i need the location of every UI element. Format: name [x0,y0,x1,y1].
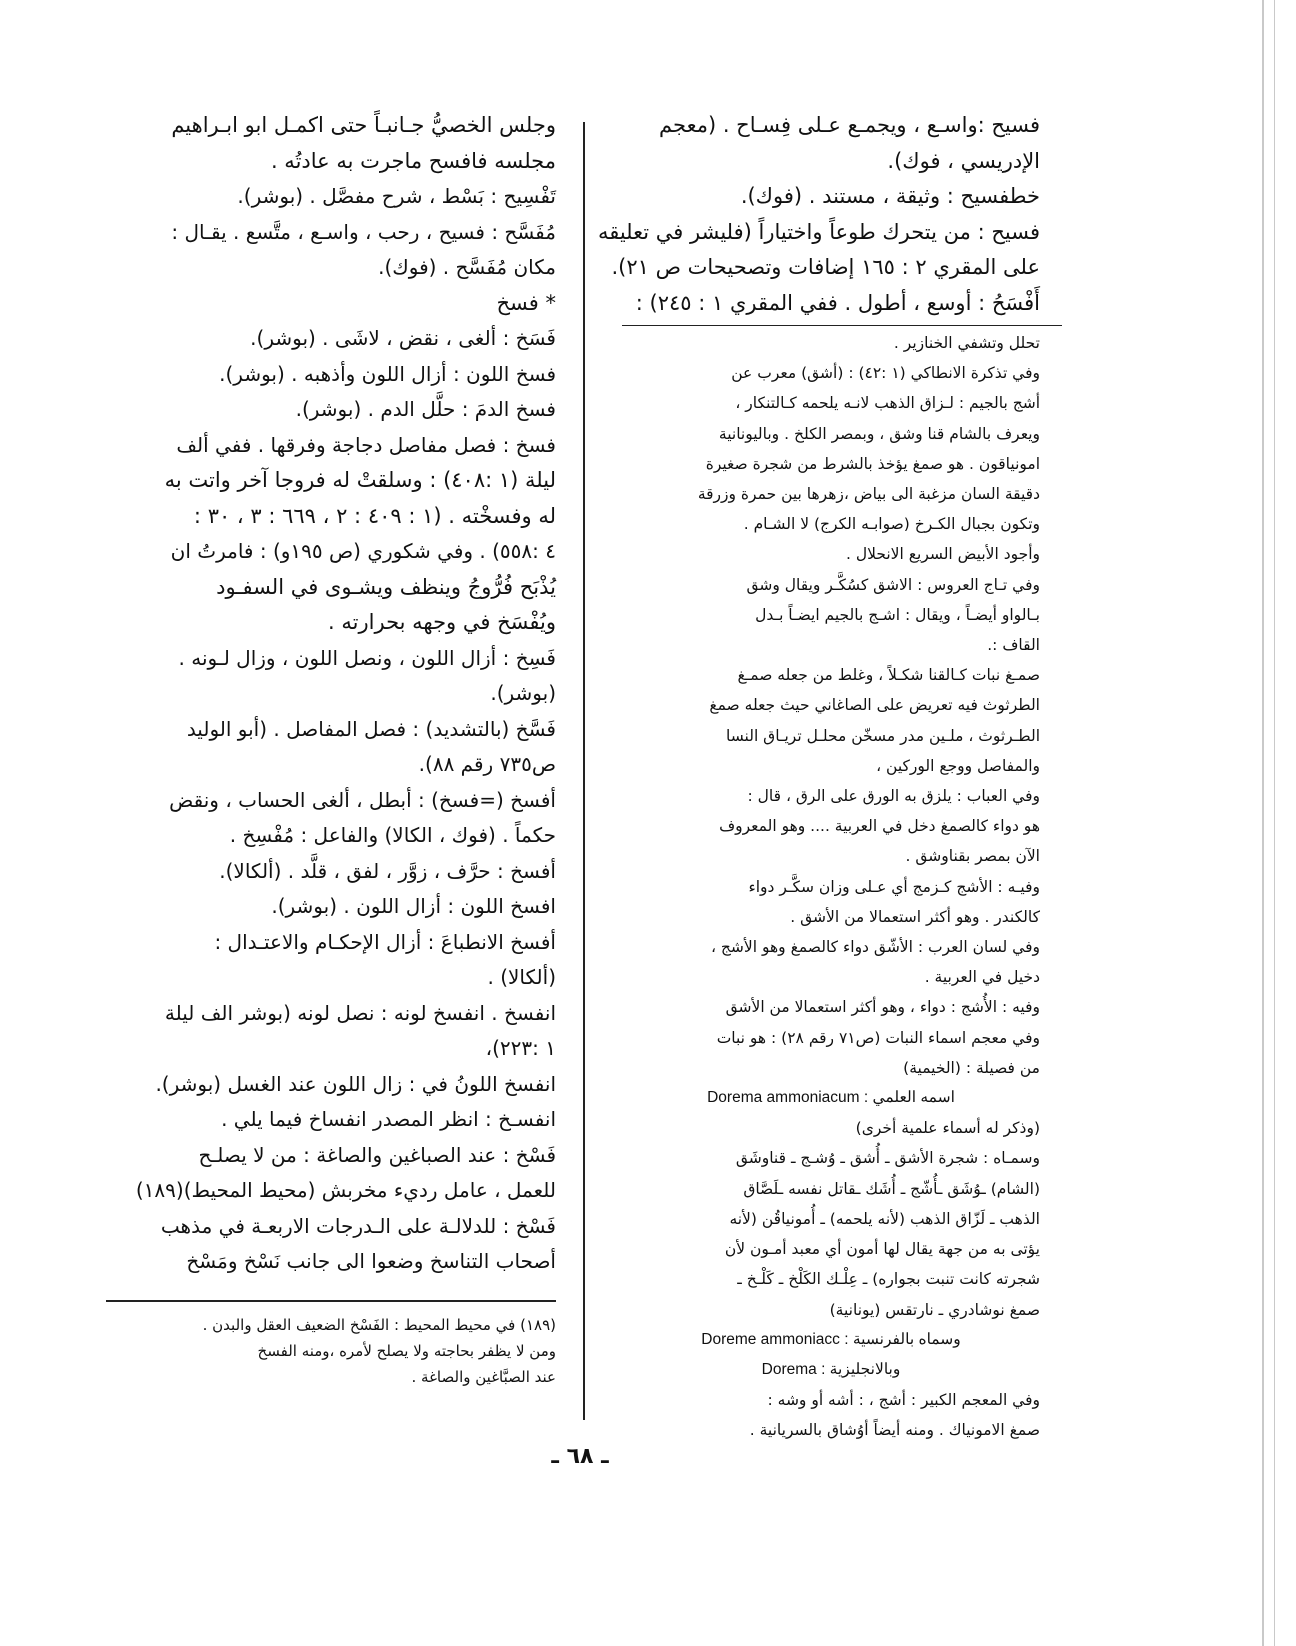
note-line: دقيقة السان مزغبة الى بياض ،زهرها بين حمرة وزرقة [697,485,1040,504]
entry-line: أفسخ الانطباعَ : أزال الإحكـام والاعتـدال : [214,929,556,954]
entry-line: فسيح : من يتحرك طوعاً واختياراً (فليشر في تعليقه [597,219,1040,244]
note-line: والمفاصل ووجع الوركين ، [876,756,1040,775]
entry-line: ٤ :٥٥٨) . وفي شكوري (ص ١٩٥و) : فامرتُ ان [170,539,556,563]
footnote-divider [106,1300,556,1302]
root-heading: * فسخ [496,290,556,315]
entry-line: للعمل ، عامل رديء مخربش (محيط المحيط)(١٨٩) [135,1178,556,1202]
note-line: يؤتى به من جهة يقال لها أمون أي معبد أمـون لأن [724,1240,1040,1259]
note-line: كالكندر . وهو أكثر استعمالا من الأشق . [790,907,1040,926]
note-line: امونياقون . هو صمغ يؤخذ بالشرط من شجرة صغيرة [705,454,1040,473]
note-line: وفي لسان العرب : الأشّق دواء كالصمغ وهو الأشج ، [710,938,1040,957]
entry-line: فَسْخ : للدلالـة على الـدرجات الاربعـة في مذهب [160,1213,556,1238]
entry-line: مجلسه فافسح ماجرت به عادتُه . [270,148,556,173]
entry-line: فسخ الدمَ : حلَّل الدم . (بوشر). [295,397,556,421]
entry-line: على المقري ٢ : ١٦٥ إضافات وتصحيحات ص ٢١). [611,255,1040,279]
note-line: بـالواو أيضـاً ، ويقال : اشـج بالجيم ايضـاً بـدل [755,605,1040,624]
entry-line: أفسخ : حرَّف ، زوَّر ، لفق ، قلَّد . (ألكالا). [219,858,556,883]
note-line: صمغ نوشادري ـ نارتقس (يونانية) [829,1300,1040,1319]
entry-line: أصحاب التناسخ وضعوا الى جانب نَسْخ ومَسْخ [186,1249,556,1273]
entry-line: (ألكالا) . [487,965,556,989]
note-line: وفي المعجم الكبير : أشج ، : أشه أو وشه : [767,1391,1040,1410]
column-divider [583,122,585,1420]
entry-line: له وفسخْته . (١ : ٤٠٩ : ٢ ، ٦٦٩ : ٣ ، ٣٠ : [193,503,556,528]
entry-line: أَفْسَحُ : أوسع ، أطول . ففي المقري ١ : ٢٤٥) : [635,290,1040,315]
note-line: صمغ الامونياك . ومنه أيضاً أوُشاق بالسريانية . [749,1421,1040,1440]
footnote-line: ومن لا يظفر بحاجته ولا يصلح لأمره ،ومنه الفسخ [257,1341,556,1360]
footnote-line: عند الصبَّاغين والصاغة . [411,1367,556,1386]
entry-line: انفسخ . انفسخ لونه : نصل لونه (بوشر الف ليلة [164,1000,556,1025]
entry-line: فَسِخ : أزال اللون ، ونصل اللون ، وزال لـونه . [178,645,556,670]
entry-line: فَسْخ : عند الصباغين والصاغة : من لا يصلـح [198,1142,556,1167]
note-line: القاف :. [987,636,1040,655]
entry-line: انفسخ اللونُ في : زال اللون عند الغسل (بوشر). [155,1071,556,1096]
entry-line: ويُفْسَخ في وجهه بحرارته . [328,610,556,634]
entry-line: أفسخ (=فسخ) : أبطل ، ألغى الحساب ، ونقض [169,787,556,812]
entry-line: فَسَخ : ألغى ، نقض ، لاشَى . (بوشر). [250,326,556,350]
note-line: (وذكر له أسماء علمية أخرى) [855,1119,1040,1138]
note-line: وفي معجم اسماء النبات (ص٧١ رقم ٢٨) : هو نبات [716,1028,1040,1047]
entry-line: ١ :٢٢٣)، [485,1036,556,1060]
note-line: وبالانجليزية : Dorema [761,1360,901,1378]
note-line: أشج بالجيم : لـزاق الذهب لانـه يلحمه كـالتنكار ، [735,394,1040,413]
note-line: الطـرثوث ، ملـين مدر مسخّن محلـل تريـاق النسا [726,726,1040,745]
footnote [106,1312,556,1390]
note-line: وفي العباب : يلزق به الورق على الرق ، قال : [747,787,1040,806]
note-line: وأجود الأبيض السريع الانحلال . [846,545,1040,564]
left-column [106,108,556,1390]
page-number: ـ ٦٨ ـ [551,1444,609,1469]
note-line: صمـغ نبات كـالقنا شكـلاً ، وغلط من جعله صمـغ [737,666,1040,685]
note-line: الآن بمصر بقناوشق . [905,847,1040,866]
note-line: شجرته كانت تنبت بجواره) ـ عِلْـك الكَلْخ ـ كَلْـخ ـ [737,1270,1040,1289]
entry-line: خطفسيح : وثيقة ، مستند . (فوك). [740,184,1040,208]
entry-line: ليلة (١ :٤٠٨) : وسلقتْ له فروجا آخر واتت به [164,468,556,492]
entry-line: يُذْبَح فُرُّوجُ وينظف ويشـوى في السفـود [216,574,556,599]
note-line: وفيـه : الأشج كـزمج أي عـلى وزان سكَّـر دواء [748,877,1040,896]
entry-line: فسخ اللون : أزال اللون وأذهبه . (بوشر). [219,361,556,386]
entry-line: فَسَّخ (بالتشديد) : فصل المفاصل . (أبو الوليد [186,716,556,741]
note-line: هو دواء كالصمغ دخل في العربية .... وهو المعروف [719,817,1040,836]
entry-line: مكان مُفَسَّح . (فوك). [378,255,556,279]
note-line: وتكون بجبال الكـرخ (صوابـه الكرج) لا الشـام . [743,515,1040,534]
right-column [597,108,1040,1446]
right-main-entries [597,108,1040,321]
entry-line: تَفْسِيح : بَسْط ، شرح مفصَّل . (بوشر). [237,184,556,208]
entry-line: حكماً . (فوك ، الكالا) والفاعل : مُفْسِخ . [229,823,556,847]
note-line: وفيه : الأُشج : دواء ، وهو أكثر استعمالا من الأشق [725,998,1040,1017]
note-line: وفي تذكرة الانطاكي (١ :٤٢) : (أشق) معرب عن [731,364,1040,383]
scan-edge-line [1274,0,1275,1646]
footnote-line: (١٨٩) في محيط المحيط : الفَسْخ الضعيف العقل والبدن . [202,1315,556,1334]
entry-line: ص٧٣٥ رقم ٨٨). [418,752,556,776]
note-line: اسمه العلمي : Dorema ammoniacum [707,1089,955,1107]
note-line: وسمـاه : شجرة الأشق ـ أُشق ـ وُشـج ـ قناوشَق [735,1149,1040,1168]
right-continuation-notes [622,328,1040,1446]
note-line: الذهب ـ لَزّاق الذهب (لأنه يلحمه) ـ أُمونياقُن (لأنه [729,1209,1040,1228]
entry-line: افسخ اللون : أزال اللون . (بوشر). [271,894,556,918]
note-line: دخيل في العربية . [924,968,1040,987]
footnote-divider [622,325,1062,326]
note-line: ويعرف بالشام قنا وشق ، وبمصر الكلخ . وباليونانية [718,424,1040,443]
entry-line: انفسـخ : انظر المصدر انفساخ فيما يلي . [221,1107,556,1131]
note-line: تحلل وتشفي الخنازير . [893,334,1040,352]
scan-edge-line [1262,0,1264,1646]
note-line: (الشام) ـوُشَق ـأُشّج ـ أُشَك ـقاتل نفسه ـلَصَّاق [743,1179,1040,1198]
note-line: الطرثوث فيه تعريض على الصاغاني حيث جعله صمغ [709,696,1040,715]
entry-line: فسخ : فصل مفاصل دجاجة وفرقها . ففي ألف [176,432,556,457]
note-line: وسماه بالفرنسية : Doreme ammoniacc [701,1330,961,1348]
note-line: وفي تـاج العروس : الاشق كسُكَّـر ويقال وشق [746,575,1040,594]
entry-line: (بوشر). [490,681,556,705]
entry-line: الإدريسي ، فوك). [887,148,1040,173]
entry-line: مُفَسَّح : فسيح ، رحب ، واسـع ، متَّسع . يقـال : [171,219,556,244]
entry-line: وجلس الخصيُّ جـانبـاً حتى اكمـل ابو ابـراهيم [171,113,556,137]
entry-line: فسيح :واسـع ، ويجمـع عـلى فِسـاح . (معجم [659,113,1040,137]
note-line: من فصيلة : (الخيمية) [903,1058,1040,1077]
